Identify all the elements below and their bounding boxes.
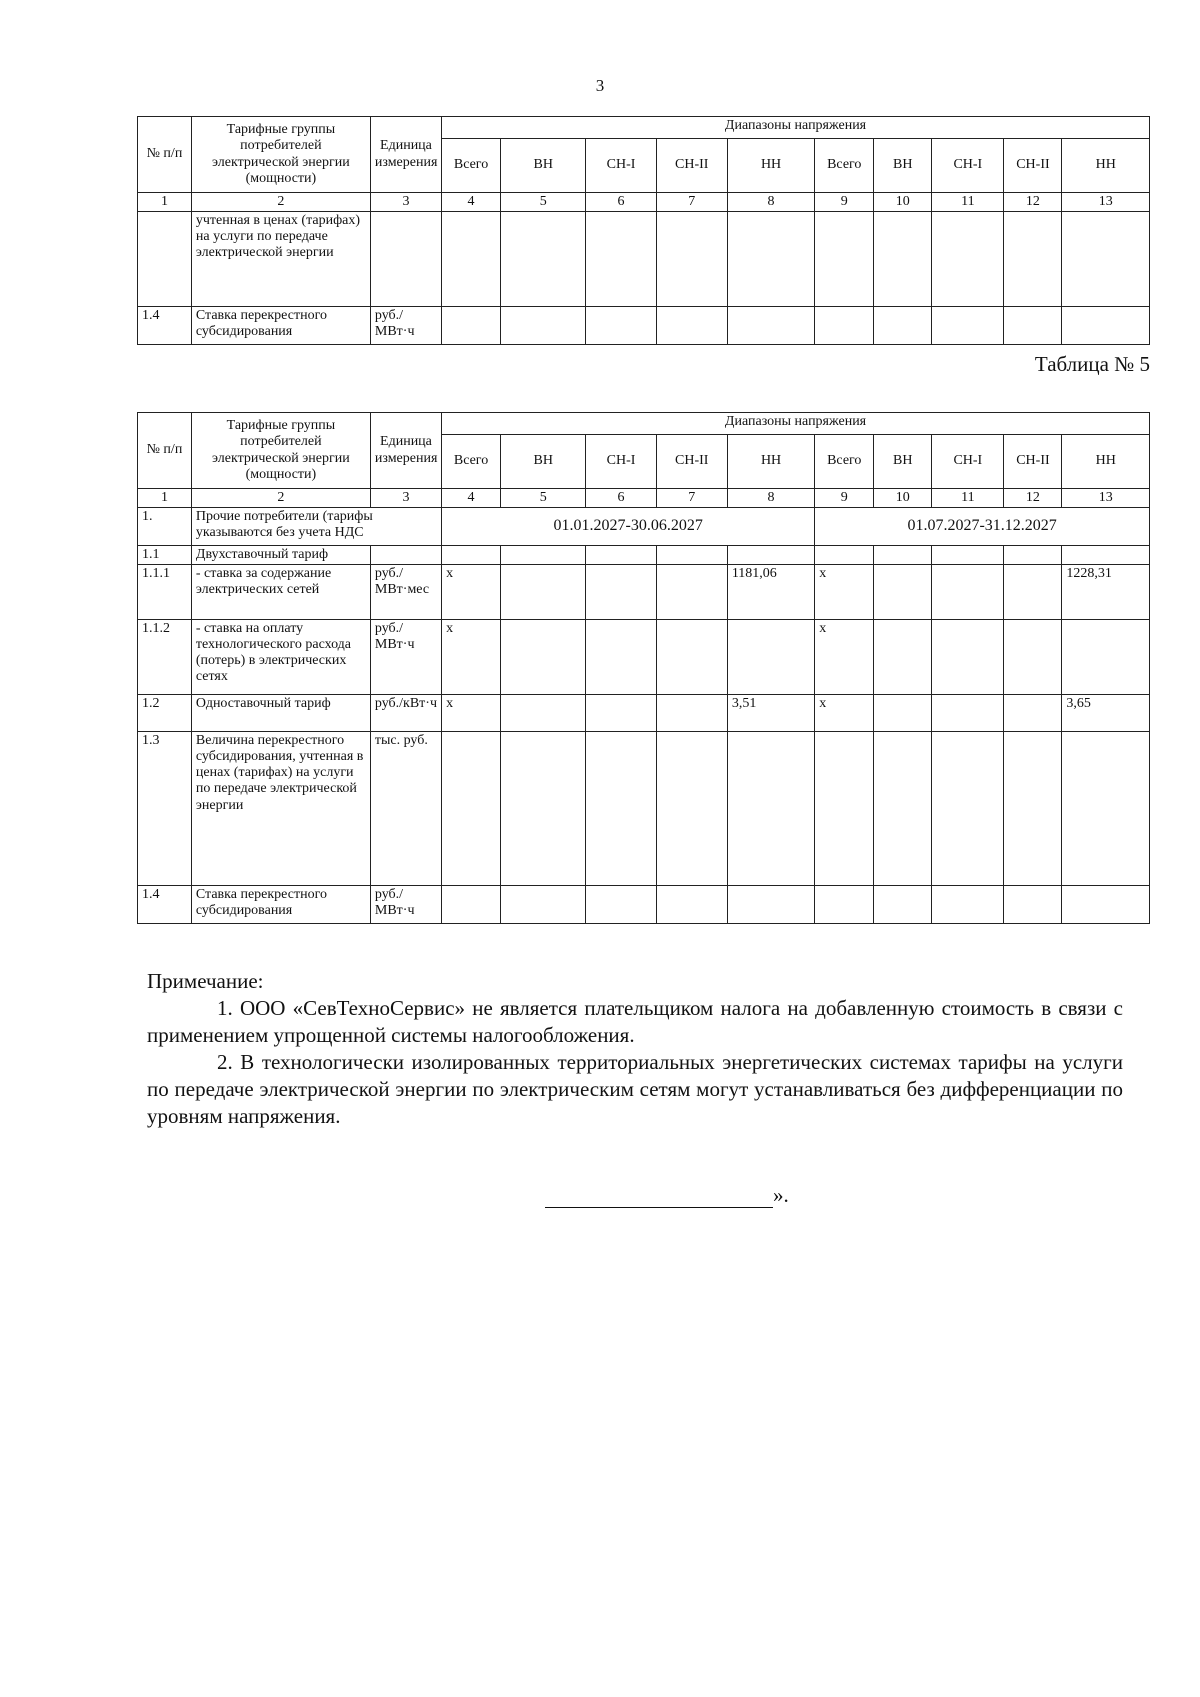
note-item: 2. В технологически изолированных территориальных энергетических системах тарифы на услуги по передаче электрической энергии по электрическим сетям могут устанавливаться без дифференциации по уровням напряжения.: [147, 1050, 1123, 1128]
table-row: 1.4 Ставка перекрестного субсидирования руб./МВт·ч: [138, 886, 1150, 924]
signature-blank: [545, 1187, 773, 1208]
header-ranges: Диапазоны напряжения: [442, 117, 1150, 139]
row-name: - ставка на оплату технологического расхода (потерь) в электрических сетях: [191, 620, 370, 695]
cell-vsego: x: [442, 695, 501, 732]
cell-nn: 3,51: [727, 695, 814, 732]
header-col: СН-II: [1004, 435, 1062, 489]
table-row: [138, 212, 1150, 307]
row-unit: руб./МВт·ч: [370, 620, 441, 695]
header-col: СН-I: [586, 435, 656, 489]
note-section: [147, 968, 1123, 1130]
header-col: Всего: [442, 435, 501, 489]
table-row: 1.4 Ставка перекрестного субсидирования руб./МВт·ч: [138, 307, 1150, 345]
cell-nn: [727, 620, 814, 695]
header-col: ВН: [874, 139, 932, 193]
header-col: Всего: [815, 435, 874, 489]
header-ranges: Диапазоны напряжения: [442, 413, 1150, 435]
cell-nn: 1181,06: [727, 565, 814, 620]
row-unit: тыс. руб.: [370, 732, 441, 886]
cell-vsego: x: [815, 565, 874, 620]
cell-vsego: x: [442, 620, 501, 695]
header-col: Всего: [442, 139, 501, 193]
cell-vsego: x: [815, 620, 874, 695]
closing-quote: ».: [773, 1183, 789, 1207]
closing-line: [545, 1183, 789, 1208]
row-name: Ставка перекрестного субсидирования: [191, 886, 370, 924]
group-name: Прочие потребители (тарифы указываются без учета НДС: [191, 508, 441, 546]
row-name: Величина перекрестного субсидирования, учтенная в ценах (тарифах) на услуги по передаче электрической энергии: [191, 732, 370, 886]
header-col: НН: [727, 435, 814, 489]
table-5: [137, 412, 1150, 924]
header-unit: Единица измерения: [370, 117, 441, 193]
row-unit: руб./МВт·ч: [370, 307, 441, 345]
page-number: 3: [595, 76, 605, 95]
cell-nn: 1228,31: [1062, 565, 1150, 620]
header-col: НН: [1062, 435, 1150, 489]
cell-nn: [1062, 620, 1150, 695]
header-num: № п/п: [138, 117, 192, 193]
row-name: Ставка перекрестного субсидирования: [191, 307, 370, 345]
header-groups: Тарифные группы потребителей электрической энергии (мощности): [191, 413, 370, 489]
header-col: СН-I: [932, 435, 1004, 489]
table-row: 1.2 Одноставочный тариф руб./кВт·ч x 3,51 x 3,65: [138, 695, 1150, 732]
header-col: ВН: [501, 139, 586, 193]
header-col: СН-I: [586, 139, 656, 193]
header-col: СН-I: [932, 139, 1004, 193]
row-unit: руб./МВт·ч: [370, 886, 441, 924]
row-name: Одноставочный тариф: [191, 695, 370, 732]
header-col: НН: [1062, 139, 1150, 193]
header-col: СН-II: [656, 139, 727, 193]
header-col: ВН: [501, 435, 586, 489]
cell-nn: 3,65: [1062, 695, 1150, 732]
note-title: Примечание:: [147, 969, 264, 993]
table-caption: Таблица № 5: [1034, 352, 1150, 376]
header-num: № п/п: [138, 413, 192, 489]
table-row: 1.1 Двухставочный тариф: [138, 546, 1150, 565]
index-row: 1 2 3 4 5 6 7 8 9 10 11 12 13: [138, 193, 1150, 212]
row-unit: руб./кВт·ч: [370, 695, 441, 732]
period-second-half: 01.07.2027-31.12.2027: [815, 508, 1150, 546]
cell-vsego: x: [815, 695, 874, 732]
table-row: 1.1.1 - ставка за содержание электрических сетей руб./МВт·мес x 1181,06 x 1228,31: [138, 565, 1150, 620]
row-unit: руб./МВт·мес: [370, 565, 441, 620]
table-row: 1.3 Величина перекрестного субсидирования, учтенная в ценах (тарифах) на услуги по передаче электрической энергии тыс. руб.: [138, 732, 1150, 886]
header-col: НН: [727, 139, 814, 193]
row-name: Двухставочный тариф: [191, 546, 370, 565]
header-col: СН-II: [656, 435, 727, 489]
table-row: 1.1.2 - ставка на оплату технологического расхода (потерь) в электрических сетях руб./МВт·ч x x: [138, 620, 1150, 695]
period-first-half: 01.01.2027-30.06.2027: [442, 508, 815, 546]
header-unit: Единица измерения: [370, 413, 441, 489]
row-name: учтенная в ценах (тарифах) на услуги по передаче электрической энергии: [191, 212, 370, 307]
header-groups: Тарифные группы потребителей электрической энергии (мощности): [191, 117, 370, 193]
index-row: 1 2 3 4 5 6 7 8 9 10 11 12 13: [138, 489, 1150, 508]
cell-vsego: x: [442, 565, 501, 620]
row-name: - ставка за содержание электрических сетей: [191, 565, 370, 620]
header-col: ВН: [874, 435, 932, 489]
group-row: 1. Прочие потребители (тарифы указываются без учета НДС 01.01.2027-30.06.2027 01.07.2027-31.12.2027: [138, 508, 1150, 546]
table-4-continued: [137, 116, 1150, 345]
note-item: 1. ООО «СевТехноСервис» не является плательщиком налога на добавленную стоимость в связи с применением упрощенной системы налогообложения.: [147, 996, 1123, 1047]
header-col: СН-II: [1004, 139, 1062, 193]
header-col: Всего: [815, 139, 874, 193]
